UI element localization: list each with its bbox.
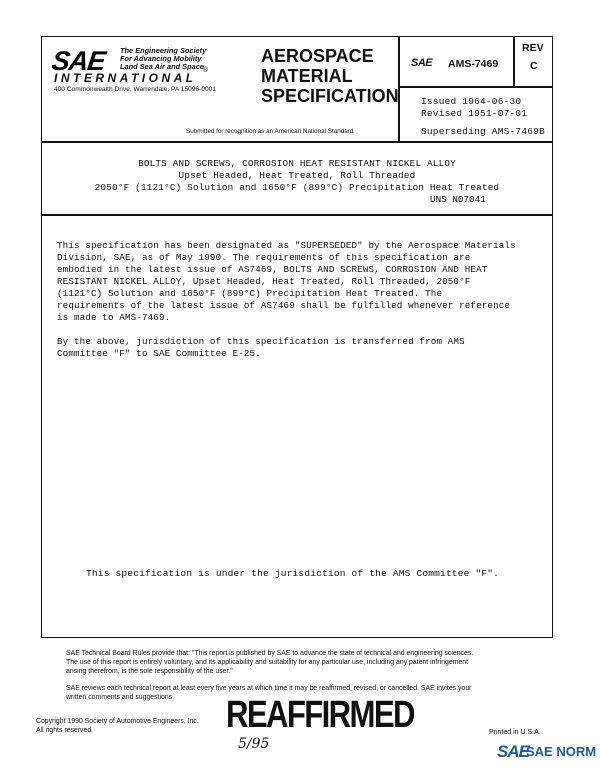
body-text: requirements of the latest issue of AS7469 shall be fulfilled whenever reference (57, 300, 511, 311)
jurisdiction-note: This specification is under the jurisdiction of the AMS Committee "F". (86, 568, 500, 579)
society-line: For Advancing Mobility (120, 54, 202, 63)
printed-in: Printed in U.S.A. (489, 729, 541, 736)
society-line: The Engineering Society (120, 46, 207, 55)
body-text: RESISTANT NICKEL ALLOY, Upset Headed, Heat Treated, Roll Threaded, 2050°F (57, 276, 471, 287)
copyright: All rights reserved. (36, 727, 94, 734)
revised-date: Revised 1951-07-01 (421, 108, 528, 119)
registered-mark: ® (203, 67, 209, 74)
title-divider (41, 214, 553, 216)
body-text: This specification has been designated as "SUPERSEDED" by the Aerospace Materials (57, 240, 516, 251)
society-line: Land Sea Air and Space (120, 62, 204, 71)
rev-value: C (530, 60, 538, 72)
doc-type-title: MATERIAL (261, 66, 353, 86)
issued-date: Issued 1964-06-30 (421, 96, 522, 107)
header-divider (41, 141, 553, 143)
body-text: By the above, jurisdiction of this specification is transferred from AMS (57, 336, 465, 347)
international-label: INTERNATIONAL (54, 71, 197, 85)
spec-subtitle: 2050°F (1121°C) Solution and 1650°F (899°C) Precipitation Heat Treated (94, 182, 500, 193)
body-text: embodied in the latest issue of AS7469, BOLTS AND SCREWS, CORROSION AND HEAT (57, 264, 488, 275)
copyright: Copyright 1990 Society of Automotive Engineers, Inc. (36, 718, 199, 725)
board-rules: SAE Technical Board Rules provide that: "This report is published by SAE to advance the state of technical and engineering sciences. (66, 650, 474, 657)
review-note: SAE reviews each technical report at least every five years at which time it may be reaffirmed, revised, or cancelled. SAE invites your (66, 685, 472, 692)
superseding: Superseding AMS-7469B (421, 126, 545, 137)
rev-box-divider (513, 36, 515, 87)
uns-number: UNS N07041 (430, 194, 486, 205)
submitted-note: Submitted for recognition as an American National Standard (186, 128, 354, 135)
watermark-text: SAE NORM (526, 744, 597, 759)
board-rules: arising therefrom, is the sole responsibility of the user." (66, 668, 233, 675)
body-text: Committee "F" to SAE Committee E-25. (57, 348, 261, 359)
signature: 5/95 (238, 736, 270, 752)
address: 400 Commonwealth Drive, Warrendale, PA 15096-0001 (54, 86, 216, 93)
doc-type-title: SPECIFICATION (261, 86, 399, 106)
body-text: Division, SAE, as of May 1990. The requirements of this specification are (57, 252, 471, 263)
doc-type-title: AEROSPACE (261, 46, 374, 66)
rev-label: REV (522, 42, 544, 54)
reaffirmed-stamp: REAFFIRMED (226, 694, 414, 736)
sae-logo: SAE (49, 46, 107, 76)
body-text: is made to AMS-7469. (57, 312, 171, 323)
sae-mark: SAE (411, 57, 433, 69)
ams-number: AMS-7469 (448, 58, 499, 70)
body-text: (1121°C) Solution and 1650°F (899°C) Precipitation Heat Treated. The (57, 288, 443, 299)
watermark-logo: SAE (497, 742, 529, 761)
review-note: written comments and suggestions. (66, 694, 175, 701)
spec-subtitle: Upset Headed, Heat Treated, Roll Threaded (178, 170, 416, 181)
ams-box-divider (398, 86, 553, 88)
board-rules: The use of this report is entirely voluntary, and its applicability and suitability for any particular use, including any patent infringement (66, 659, 469, 666)
spec-title: BOLTS AND SCREWS, CORROSION HEAT RESISTANT NICKEL ALLOY (138, 158, 456, 169)
